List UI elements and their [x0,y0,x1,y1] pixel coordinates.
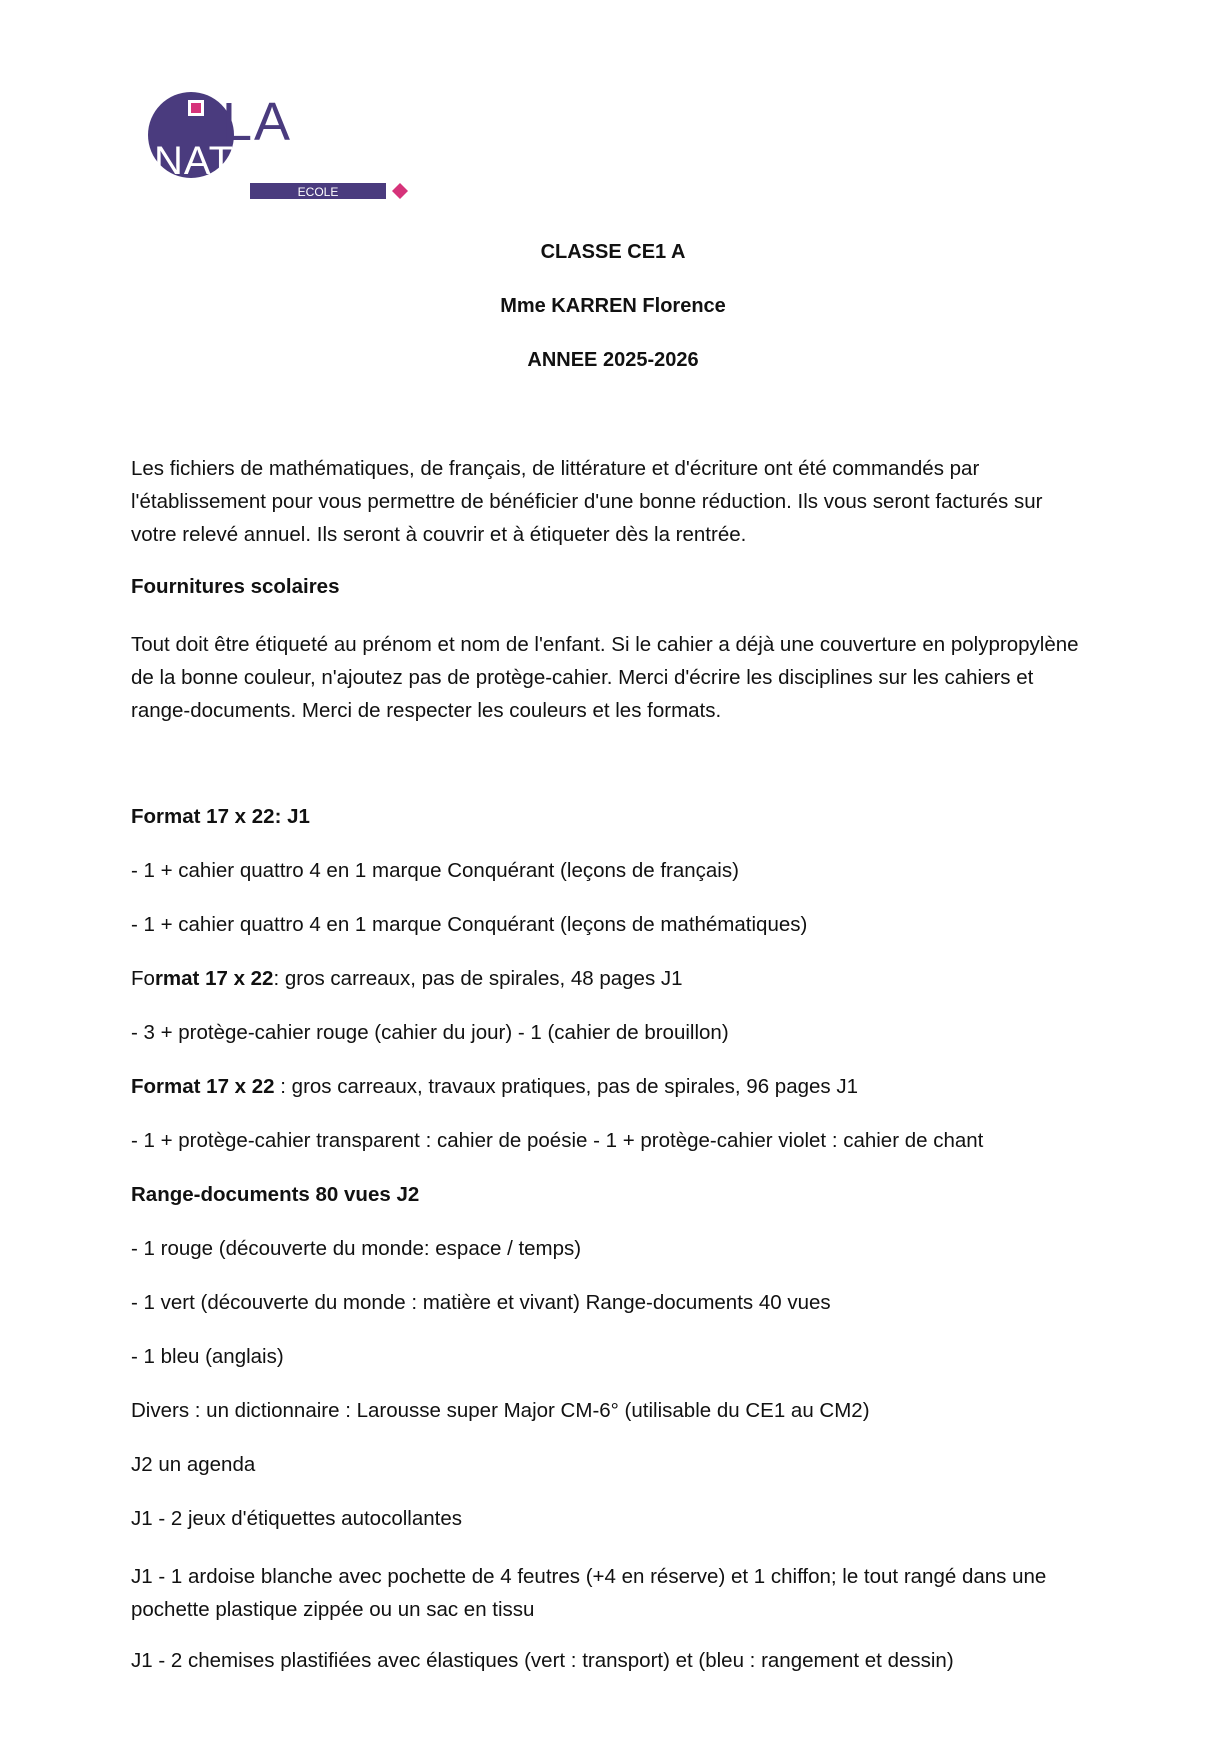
range-documents-heading: Range-documents 80 vues J2 [131,1183,420,1206]
format-line: Format 17 x 22: gros carreaux, pas de spirales, 48 pages J1 [131,967,683,990]
class-title: CLASSE CE1 A [540,241,686,263]
logo-badge-text: ECOLE [297,185,339,199]
list-item: J1 - 2 jeux d'étiquettes autocollantes [131,1507,462,1530]
supply-list [131,804,1091,1702]
list-item: - 1 + cahier quattro 4 en 1 marque Conquérant (leçons de français) [131,859,739,882]
list-item: - 1 vert (découverte du monde : matière et vivant) Range-documents 40 vues [131,1291,831,1314]
format-heading: Format 17 x 22: J1 [131,805,310,828]
list-item: J1 - 2 chemises plastifiées avec élastiques (vert : transport) et (bleu : rangement et dessin) [131,1649,954,1672]
list-item: - 1 rouge (découverte du monde: espace / temps) [131,1237,582,1260]
format-line: Format 17 x 22 : gros carreaux, travaux pratiques, pas de spirales, 96 pages J1 [131,1075,859,1098]
school-logo [134,90,434,210]
list-item: - 1 + cahier quattro 4 en 1 marque Conquérant (leçons de mathématiques) [131,913,808,936]
teacher-name: Mme KARREN Florence [500,295,726,317]
list-item: J1 - 1 ardoise blanche avec pochette de 4 feutres (+4 en réserve) et 1 chiffon; le tout rangé dans une pochette plastique zippée ou un sac en tissu [131,1565,1047,1621]
supplies-note: Tout doit être étiqueté au prénom et nom de l'enfant. Si le cahier a déjà une couverture en polypropylène de la bonne couleur, n'ajoutez pas de protège-cahier. Merci d'écrire les disciplines sur les cahiers et range-documents. Merci de respecter les couleurs et les formats. [131,633,1079,722]
list-item: - 1 + protège-cahier transparent : cahier de poésie - 1 + protège-cahier violet : cahier de chant [131,1129,984,1152]
list-item: - 1 bleu (anglais) [131,1345,284,1368]
list-item: Divers : un dictionnaire : Larousse super Major CM-6° (utilisable du CE1 au CM2) [131,1399,870,1422]
logo-accent-square [191,103,201,113]
logo-line2: NATIVITÉ [154,139,340,183]
logo-line1: LA [222,92,293,152]
intro-paragraph: Les fichiers de mathématiques, de français, de littérature et d'écriture ont été commandés par l'établissement pour vous permettre de bénéficier d'une bonne réduction. Ils vous seront facturés sur votre relevé annuel. Ils seront à couvrir et à étiqueter dès la rentrée. [131,457,1043,546]
supplies-title: Fournitures scolaires [131,575,340,598]
list-item: J2 un agenda [131,1453,256,1476]
school-year: ANNEE 2025-2026 [527,349,699,371]
list-item: - 3 + protège-cahier rouge (cahier du jour) - 1 (cahier de brouillon) [131,1021,729,1044]
